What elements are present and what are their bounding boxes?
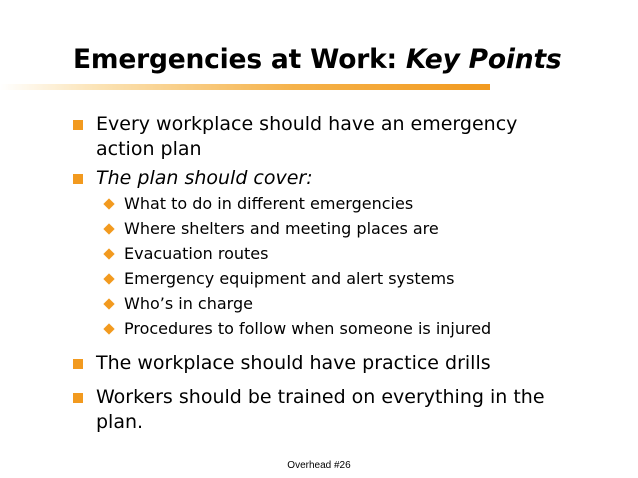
- sub-bullet-text: Procedures to follow when someone is injured: [124, 319, 492, 338]
- square-bullet-icon: [73, 393, 83, 403]
- square-bullet-icon: [73, 120, 83, 130]
- square-bullet-icon: [73, 174, 83, 184]
- square-bullet-icon: [73, 359, 83, 369]
- slide-title: [73, 44, 562, 75]
- title-main: Emergencies at Work:: [73, 44, 397, 75]
- footer-overhead-number: Overhead #26: [287, 460, 351, 471]
- title-underline: [0, 84, 490, 90]
- bullet-text: The plan should cover:: [96, 167, 313, 189]
- sub-bullet-text: Who’s in charge: [124, 294, 253, 313]
- bullet-text: Workers should be trained on everything in the plan.: [96, 386, 545, 433]
- diamond-bullet-icon: [103, 323, 114, 334]
- bullet-text: The workplace should have practice drills: [96, 352, 491, 374]
- sub-bullet-text: Where shelters and meeting places are: [124, 219, 439, 238]
- diamond-bullet-icon: [103, 248, 114, 259]
- sub-bullet-text: Emergency equipment and alert systems: [124, 269, 455, 288]
- diamond-bullet-icon: [103, 198, 114, 209]
- diamond-bullet-icon: [103, 298, 114, 309]
- diamond-bullet-icon: [103, 223, 114, 234]
- bullet-text: Every workplace should have an emergency action plan: [96, 113, 518, 160]
- diamond-bullet-icon: [103, 273, 114, 284]
- title-emphasis: Key Points: [405, 44, 562, 75]
- sub-bullet-text: Evacuation routes: [124, 244, 269, 263]
- sub-bullet-text: What to do in different emergencies: [124, 194, 414, 213]
